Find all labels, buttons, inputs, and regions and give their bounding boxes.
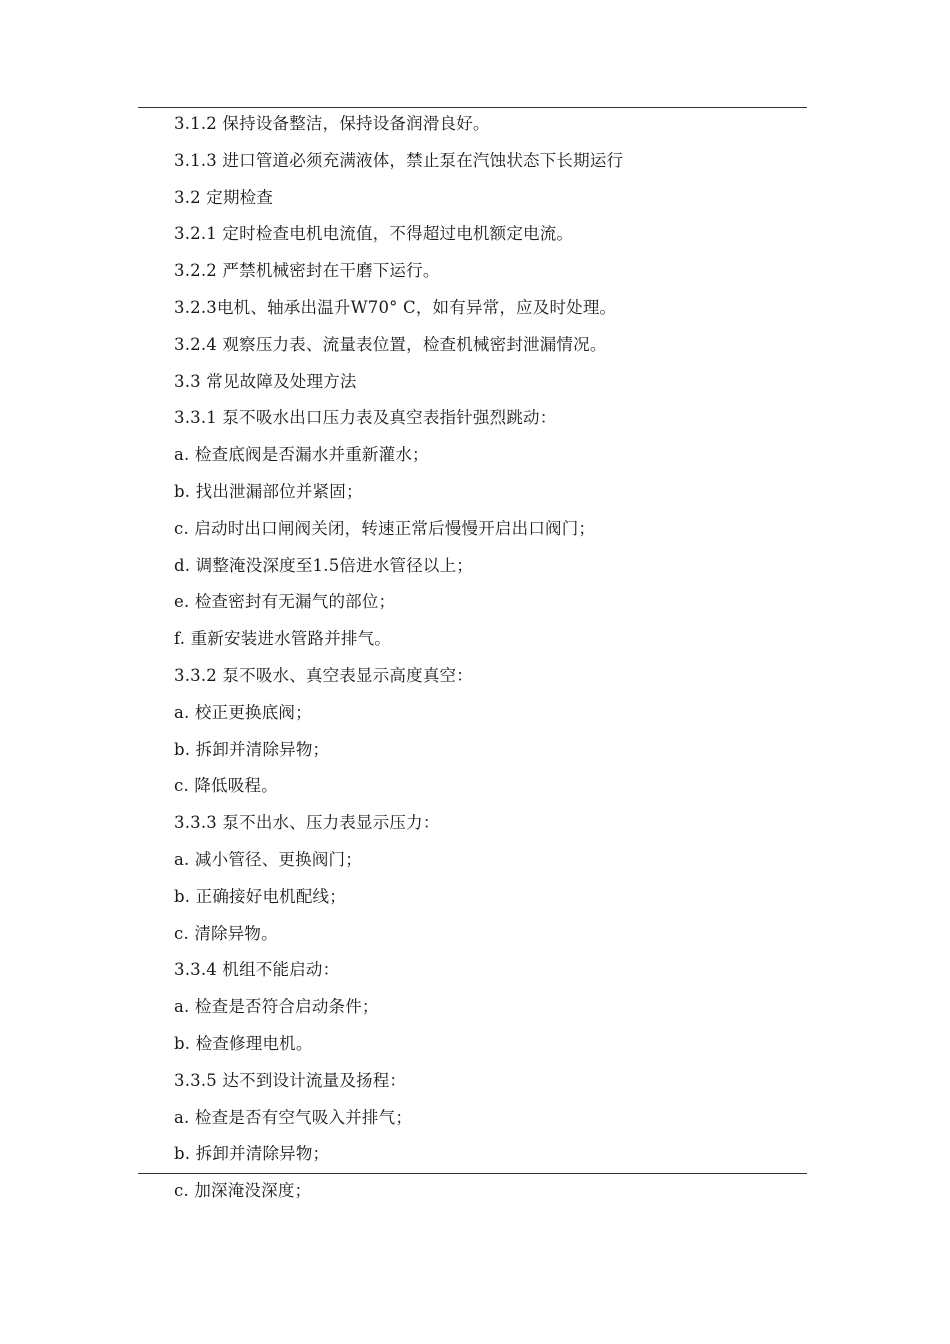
document-body — [174, 106, 804, 1210]
list-item: a. 检查是否符合启动条件； — [174, 997, 379, 1017]
list-item: a. 校正更换底阀； — [174, 702, 312, 722]
line-3-3-3: 3.3.3 泵不出水、压力表显示压力： — [174, 813, 440, 833]
line-3-2-1: 3.2.1 定时检查电机电流值，不得超过电机额定电流。 — [174, 224, 574, 244]
heading-3-3: 3.3 常见故障及处理方法 — [174, 371, 357, 391]
line-3-1-2: 3.1.2 保持设备整洁，保持设备润滑良好。 — [174, 114, 490, 133]
list-item: b. 检查修理电机。 — [174, 1033, 313, 1053]
list-item: b. 拆卸并清除异物； — [174, 1144, 330, 1164]
list-item: c. 加深淹没深度； — [174, 1181, 312, 1201]
list-item: b. 找出泄漏部位并紧固； — [174, 481, 363, 501]
footer-rule — [138, 1173, 807, 1174]
line-3-2-4: 3.2.4 观察压力表、流量表位置，检查机械密封泄漏情况。 — [174, 334, 607, 354]
list-item: f. 重新安装进水管路并排气。 — [174, 629, 392, 649]
line-3-3-4: 3.3.4 机组不能启动： — [174, 960, 340, 980]
list-item: b. 正确接好电机配线； — [174, 886, 346, 906]
list-item: d. 调整淹没深度至1.5倍进水管径以上； — [174, 555, 473, 575]
list-item: a. 检查是否有空气吸入并排气； — [174, 1107, 413, 1127]
list-item: c. 清除异物。 — [174, 923, 278, 943]
line-3-2-2: 3.2.2 严禁机械密封在干磨下运行。 — [174, 261, 440, 281]
list-item: a. 检查底阀是否漏水并重新灌水； — [174, 445, 429, 465]
list-item: e. 检查密封有无漏气的部位； — [174, 592, 396, 612]
line-3-3-1: 3.3.1 泵不吸水出口压力表及真空表指针强烈跳动： — [174, 408, 557, 428]
list-item: a. 减小管径、更换阀门； — [174, 849, 362, 869]
line-3-2-3: 3.2.3电机、轴承出温升W70° C，如有异常，应及时处理。 — [174, 297, 617, 317]
line-3-3-2: 3.3.2 泵不吸水、真空表显示高度真空： — [174, 665, 473, 685]
line-3-1-3: 3.1.3 进口管道必须充满液体，禁止泵在汽蚀状态下长期运行 — [174, 150, 624, 170]
list-item: c. 启动时出口闸阀关闭，转速正常后慢慢开启出口阀门； — [174, 518, 596, 538]
line-3-3-5: 3.3.5 达不到设计流量及扬程： — [174, 1070, 407, 1090]
list-item: b. 拆卸并清除异物； — [174, 739, 330, 759]
list-item: c. 降低吸程。 — [174, 776, 278, 796]
heading-3-2: 3.2 定期检查 — [174, 187, 274, 207]
